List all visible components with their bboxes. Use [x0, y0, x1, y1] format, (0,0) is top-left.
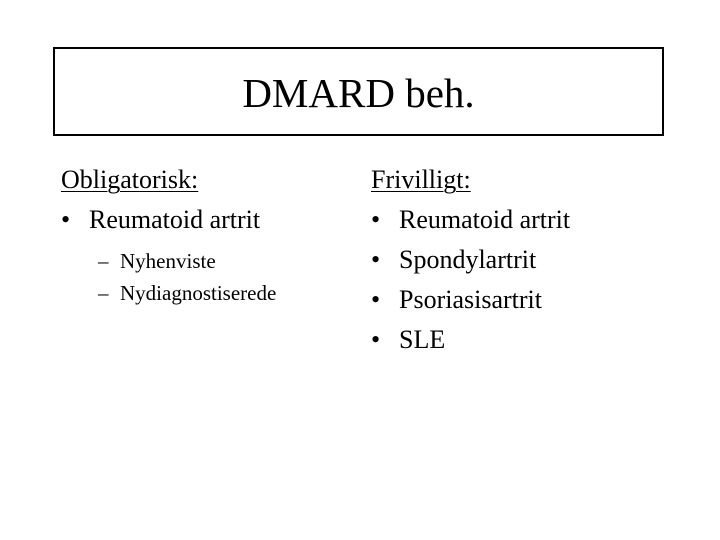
bullet-text: Reumatoid artrit: [399, 205, 571, 234]
sub-bullet-list: [98, 245, 351, 309]
sub-bullet-text: Nydiagnostiserede: [120, 281, 277, 305]
dash-icon: –: [98, 281, 109, 305]
bullet-text: SLE: [399, 325, 446, 354]
list-item: [98, 277, 351, 309]
left-column: [61, 160, 351, 309]
list-item: [371, 320, 701, 360]
right-column: [371, 160, 701, 360]
list-item: [371, 200, 701, 240]
right-bullet-list: [371, 200, 701, 360]
bullet-icon: •: [61, 205, 71, 234]
left-bullet-list: [61, 200, 351, 309]
list-item: [61, 200, 351, 309]
bullet-icon: •: [371, 245, 381, 274]
left-heading: Obligatorisk:: [61, 165, 199, 194]
list-item: [98, 245, 351, 277]
sub-bullet-text: Nyhenviste: [120, 249, 216, 273]
right-heading: Frivilligt:: [371, 165, 471, 194]
bullet-text: Spondylartrit: [399, 245, 537, 274]
bullet-icon: •: [371, 205, 381, 234]
bullet-text: Reumatoid artrit: [89, 205, 261, 234]
bullet-icon: •: [371, 325, 381, 354]
slide-title-box: [53, 47, 664, 136]
bullet-text: Psoriasisartrit: [399, 285, 542, 314]
dash-icon: –: [98, 249, 109, 273]
slide-title: DMARD beh.: [242, 70, 475, 116]
list-item: [371, 240, 701, 280]
list-item: [371, 280, 701, 320]
bullet-icon: •: [371, 285, 381, 314]
